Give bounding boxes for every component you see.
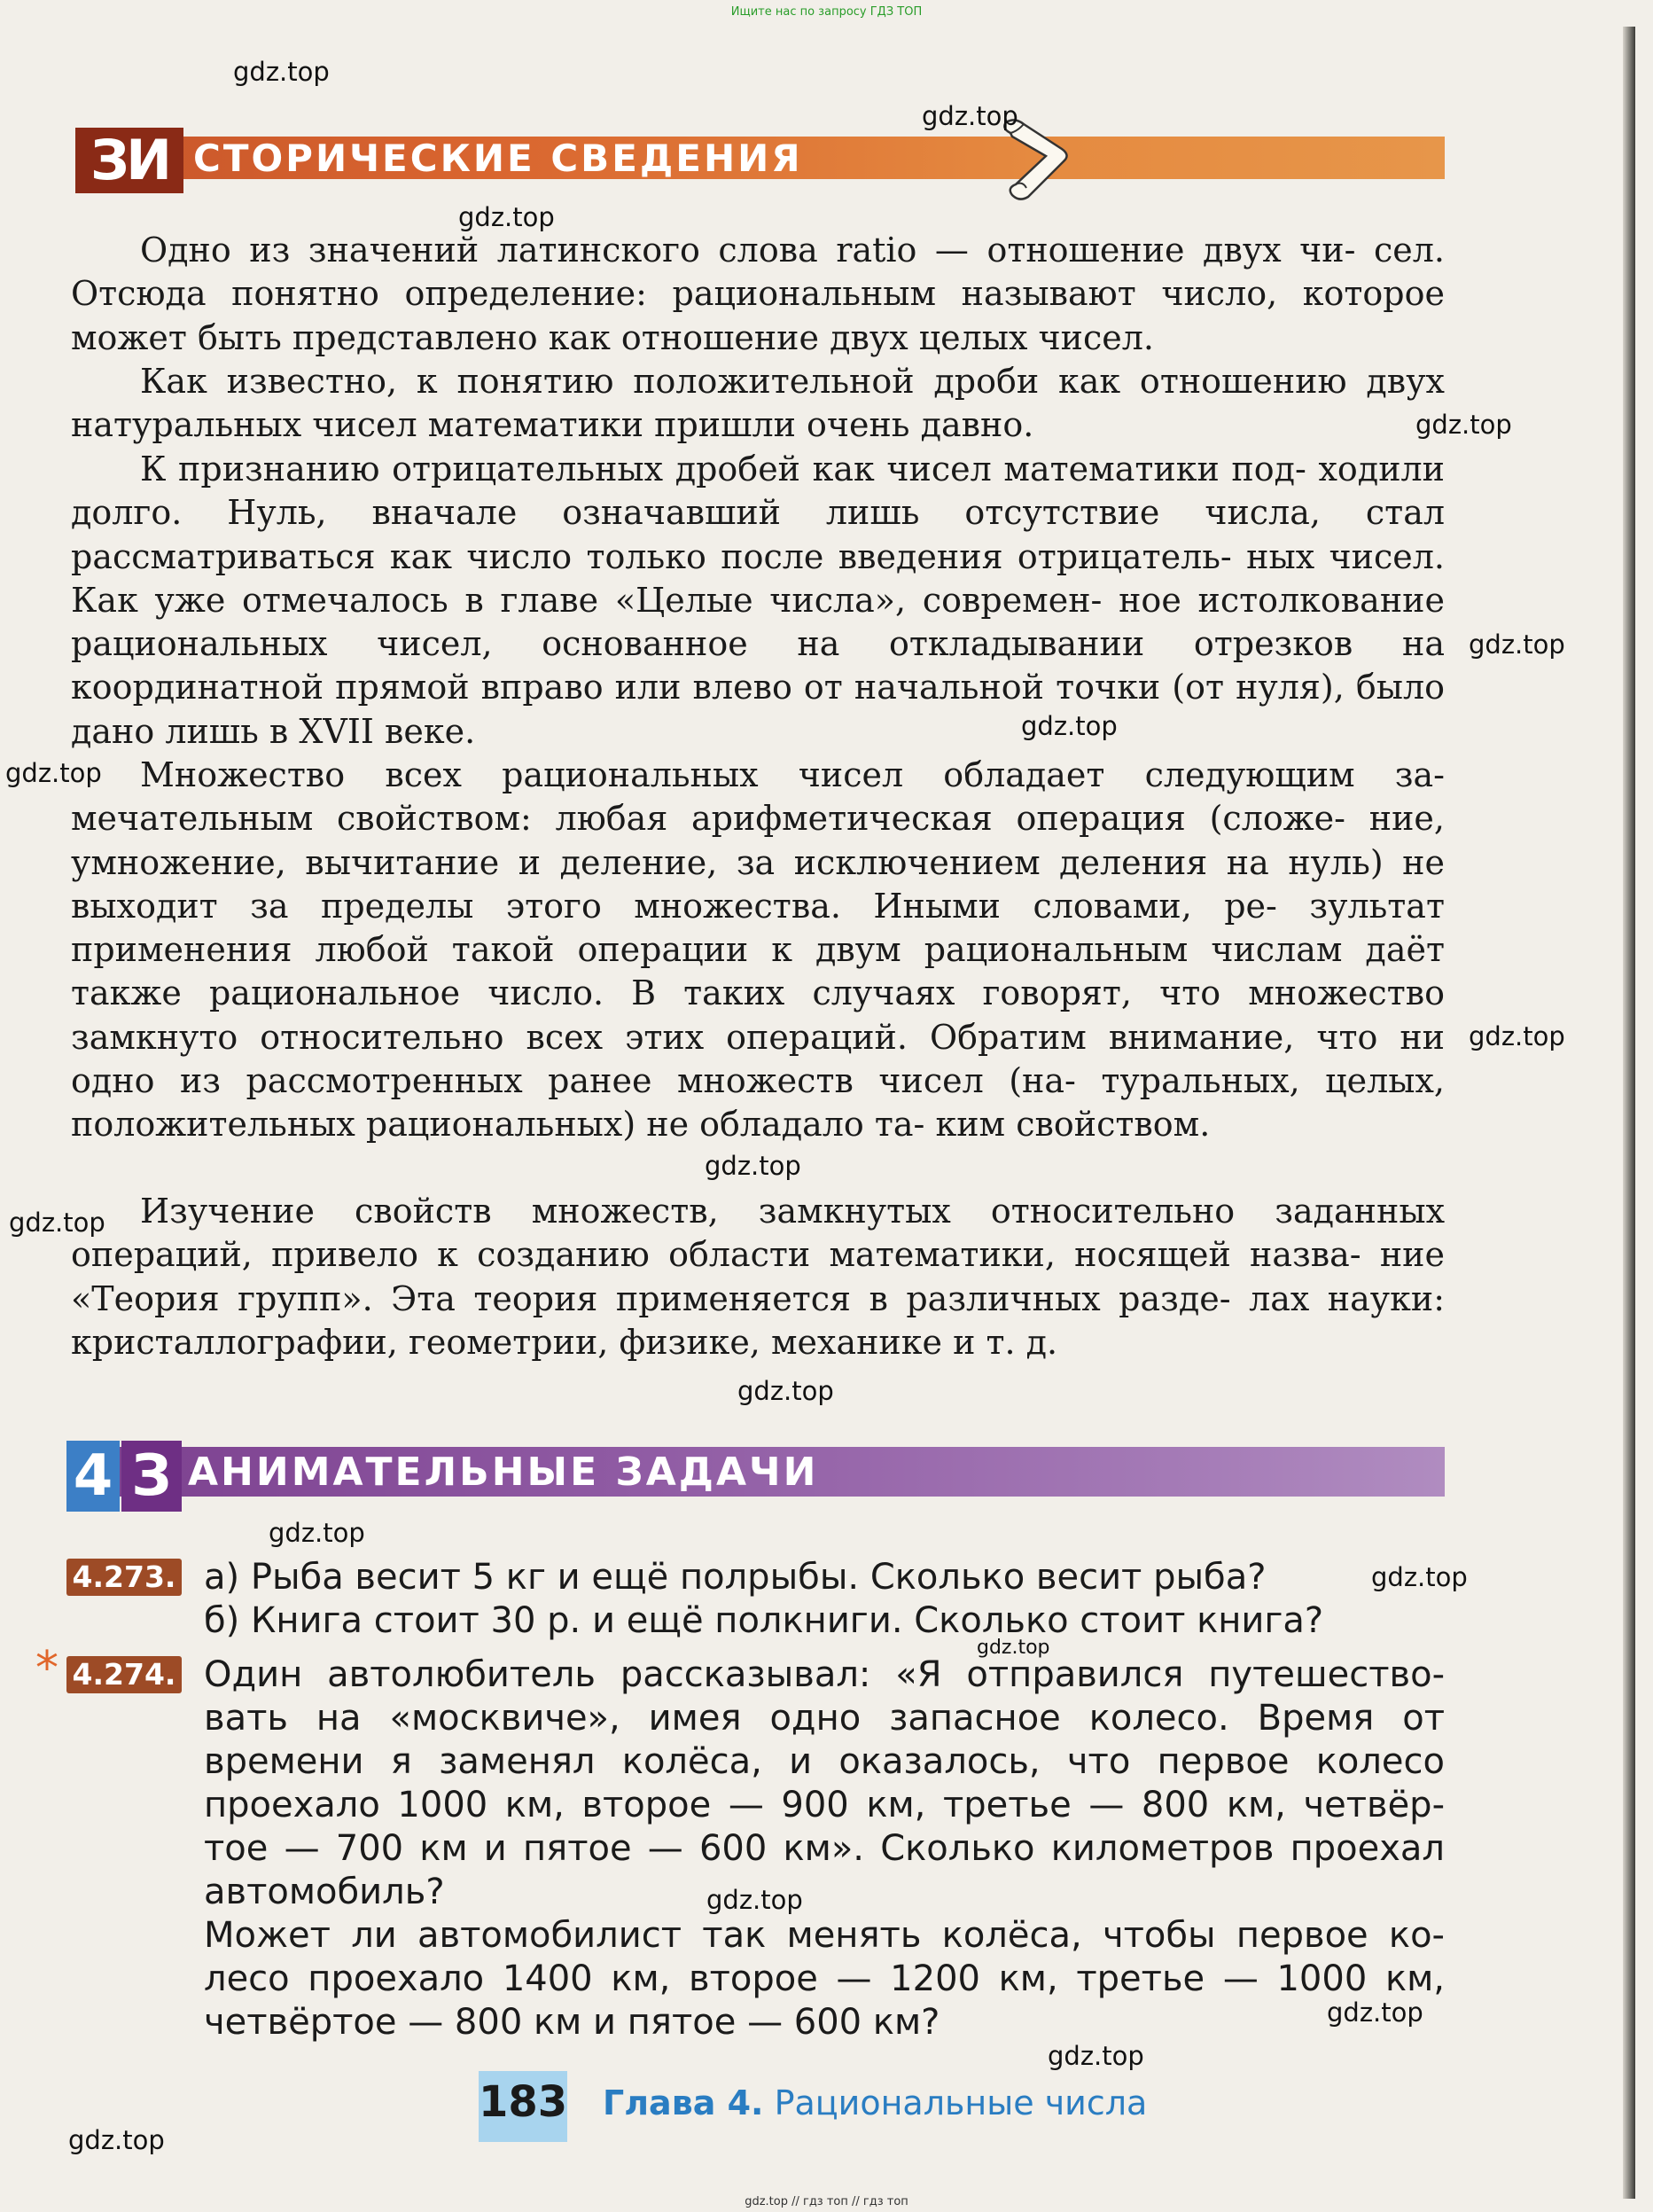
text-line: ходили долго. Нуль, вначале означавший лишь отсутствие числа, — [71, 449, 1445, 533]
problem-text-line: четвёртое — 800 км и пятое — 600 км? — [204, 2002, 940, 2043]
puzzles-banner-title: АНИМАТЕЛЬНЫЕ ЗАДАЧИ — [188, 1450, 819, 1495]
history-banner-initial: ЗИ — [75, 128, 183, 193]
text-line: Как известно, к понятию положительной дроби как отношению — [140, 362, 1347, 401]
watermark: gdz.top — [1327, 1997, 1423, 2028]
watermark: gdz.top — [1021, 711, 1118, 741]
watermark: gdz.top — [1469, 1021, 1565, 1051]
text-line: ное истолкование рациональных чисел, основанное на откладывании — [71, 580, 1445, 664]
watermark: gdz.top — [1469, 629, 1565, 660]
watermark: gdz.top — [269, 1518, 365, 1548]
page-number: 183 — [479, 2071, 567, 2142]
text-line: мечательным свойством: любая арифметическая операция (сложе- — [71, 799, 1346, 839]
chapter-title: Рациональные числа — [774, 2083, 1148, 2122]
bottom-note: gdz.top // гдз топ // гдз топ — [745, 2195, 908, 2208]
text-line: сел. Отсюда понятно определение: рациональным называют число, — [71, 231, 1445, 314]
text-line: зультат применения любой такой операции к двум рациональным — [71, 886, 1445, 970]
text-line: что множество замкнуто относительно всех этих операций. Обратим — [71, 973, 1445, 1057]
text-line: отрезков на координатной прямой вправо или влево от начальной — [71, 624, 1445, 707]
history-paragraph-3 — [71, 448, 1445, 754]
text-line: туральных, целых, положительных рациональных) не обладало та- — [71, 1061, 1445, 1145]
watermark: gdz.top — [737, 1376, 834, 1406]
text-line: которое может быть представлено как отношение двух целых чисел. — [71, 274, 1445, 357]
text-line: ных чисел. Как уже отмечалось в главе «Целые числа», современ- — [71, 536, 1445, 620]
problem-text-line: вать на «москвиче», имея одно запасное колесо. Время от — [204, 1698, 1445, 1739]
text-line: ние, умножение, вычитание и деление, за исключением деления на — [71, 799, 1445, 882]
watermark: gdz.top — [922, 101, 1018, 131]
watermark: gdz.top — [458, 202, 555, 232]
problem-text-line: тое — 700 км и пятое — 600 км». Сколько километров проехал — [204, 1828, 1445, 1869]
watermark: gdz.top — [977, 1637, 1050, 1659]
problem-text-line: лесо проехало 1400 км, второе — 1200 км, третье — 1000 км, — [204, 1958, 1445, 1999]
text-line: ние «Теория групп». Эта теория применяется в различных разде- — [71, 1235, 1445, 1318]
problem-text-line: Один автолюбитель рассказывал: «Я отправился путешество- — [204, 1654, 1445, 1695]
problem-text-line: Может ли автомобилист так менять колёса, чтобы первое ко- — [204, 1915, 1445, 1956]
text-line: Одно из значений латинского слова ratio — отношение двух чи- — [140, 231, 1356, 270]
history-paragraph-5 — [71, 1190, 1445, 1364]
puzzles-banner-initial: З — [121, 1441, 182, 1512]
text-line: точки (от нуля), было дано лишь в XVII веке. — [71, 668, 1445, 751]
history-paragraph-1 — [71, 229, 1445, 360]
problem-text-line: б) Книга стоит 30 р. и ещё полкниги. Сколько стоит книга? — [204, 1600, 1324, 1641]
text-line: ким свойством. — [935, 1105, 1211, 1145]
text-line: внимание, что ни одно из рассмотренных ранее множеств чисел (на- — [71, 1017, 1445, 1101]
watermark: gdz.top — [1371, 1562, 1468, 1592]
problem-text-line: а) Рыба весит 5 кг и ещё полрыбы. Сколько весит рыба? — [204, 1557, 1267, 1598]
problem-text-line: проехало 1000 км, второе — 900 км, третье — 800 км, четвёр- — [204, 1785, 1445, 1825]
watermark: gdz.top — [68, 2125, 165, 2155]
chapter-label: Глава 4. — [603, 2083, 764, 2122]
difficulty-star-icon: * — [35, 1642, 58, 1695]
text-line: операций, привело к созданию области математики, носящей назва- — [71, 1235, 1361, 1275]
text-line: нуль) не выходит за пределы этого множества. Иными словами, ре- — [71, 842, 1446, 926]
page-edge-shadow — [1623, 27, 1635, 2199]
problem-text-line: автомобиль? — [204, 1872, 445, 1912]
watermark: gdz.top — [5, 758, 102, 788]
problem-text-line: времени я заменял колёса, и оказалось, что первое колесо — [204, 1741, 1445, 1782]
history-paragraph-2 — [71, 360, 1445, 448]
text-line: двух натуральных чисел математики пришли очень давно. — [71, 362, 1445, 445]
watermark: gdz.top — [705, 1151, 801, 1181]
chapter-footer — [603, 2083, 1147, 2122]
history-paragraph-4 — [71, 754, 1445, 1147]
text-line: Изучение свойств множеств, замкнутых относительно заданных — [140, 1192, 1445, 1231]
text-line: лах науки: кристаллографии, геометрии, физике, механике и т. д. — [71, 1278, 1445, 1362]
watermark: gdz.top — [1415, 410, 1512, 440]
text-line: К признанию отрицательных дробей как чисел математики под- — [140, 449, 1306, 489]
text-line: стал рассматриваться как число только после введения отрицатель- — [71, 493, 1445, 576]
puzzles-banner-number: 4 — [66, 1441, 120, 1512]
watermark: gdz.top — [9, 1208, 105, 1238]
problem-number-badge: 4.273. — [66, 1559, 182, 1596]
text-line: Множество всех рациональных чисел обладает следующим за- — [140, 755, 1445, 794]
watermark: gdz.top — [1048, 2041, 1144, 2071]
text-line: числам даёт также рациональное число. В таких случаях говорят, — [71, 930, 1445, 1013]
problem-number-badge: 4.274. — [66, 1656, 182, 1693]
watermark: gdz.top — [233, 57, 330, 87]
top-note: Ищите нас по запросу ГДЗ ТОП — [730, 5, 923, 19]
history-banner-title: СТОРИЧЕСКИЕ СВЕДЕНИЯ — [193, 137, 803, 180]
watermark: gdz.top — [706, 1885, 803, 1915]
